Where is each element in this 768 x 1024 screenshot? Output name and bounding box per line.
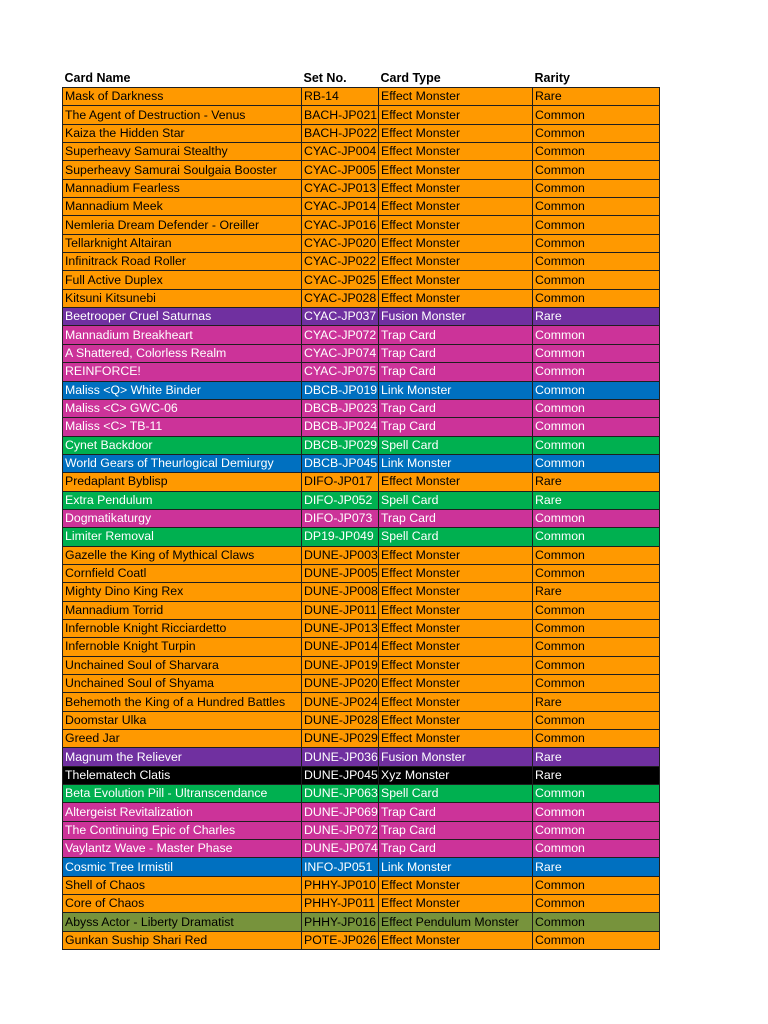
cell-card-name[interactable]: Mannadium Breakheart bbox=[63, 326, 302, 344]
cell-rarity[interactable]: Common bbox=[533, 509, 660, 527]
table-row bbox=[63, 601, 660, 619]
cell-card-type[interactable]: Trap Card bbox=[379, 326, 533, 344]
cell-set-no[interactable]: PHHY-JP010 bbox=[302, 876, 379, 894]
cell-card-type[interactable]: Effect Monster bbox=[379, 216, 533, 234]
cell-rarity[interactable]: Common bbox=[533, 326, 660, 344]
cell-card-type[interactable]: Effect Monster bbox=[379, 601, 533, 619]
cell-set-no[interactable]: DBCB-JP029 bbox=[302, 436, 379, 454]
cell-set-no[interactable]: CYAC-JP074 bbox=[302, 344, 379, 362]
cell-rarity[interactable]: Rare bbox=[533, 858, 660, 876]
table-row bbox=[63, 675, 660, 693]
cell-card-type[interactable]: Effect Monster bbox=[379, 564, 533, 582]
cell-set-no[interactable]: CYAC-JP025 bbox=[302, 271, 379, 289]
table-row bbox=[63, 253, 660, 271]
cell-set-no[interactable]: DUNE-JP063 bbox=[302, 785, 379, 803]
cell-set-no[interactable]: CYAC-JP013 bbox=[302, 179, 379, 197]
cell-rarity[interactable]: Common bbox=[533, 564, 660, 582]
cell-card-name[interactable]: Beta Evolution Pill - Ultranscendance bbox=[63, 785, 302, 803]
table-row bbox=[63, 179, 660, 197]
cell-card-type[interactable]: Link Monster bbox=[379, 454, 533, 472]
cell-set-no[interactable]: DUNE-JP008 bbox=[302, 583, 379, 601]
cell-set-no[interactable]: DUNE-JP003 bbox=[302, 546, 379, 564]
table-row bbox=[63, 161, 660, 179]
cell-set-no[interactable]: BACH-JP021 bbox=[302, 106, 379, 124]
cell-card-name[interactable]: Abyss Actor - Liberty Dramatist bbox=[63, 913, 302, 931]
cell-set-no[interactable]: PHHY-JP016 bbox=[302, 913, 379, 931]
cell-card-type[interactable]: Effect Monster bbox=[379, 161, 533, 179]
cell-card-name[interactable]: Superheavy Samurai Soulgaia Booster bbox=[63, 161, 302, 179]
cell-card-name[interactable]: Greed Jar bbox=[63, 730, 302, 748]
table-row bbox=[63, 399, 660, 417]
table-row bbox=[63, 418, 660, 436]
cell-card-type[interactable]: Effect Monster bbox=[379, 693, 533, 711]
cell-rarity[interactable]: Common bbox=[533, 913, 660, 931]
cell-set-no[interactable]: DUNE-JP011 bbox=[302, 601, 379, 619]
table-row bbox=[63, 803, 660, 821]
cell-rarity[interactable]: Common bbox=[533, 253, 660, 271]
cell-card-type[interactable]: Spell Card bbox=[379, 436, 533, 454]
cell-card-name[interactable]: The Continuing Epic of Charles bbox=[63, 821, 302, 839]
cell-rarity[interactable]: Rare bbox=[533, 583, 660, 601]
cell-rarity[interactable]: Common bbox=[533, 234, 660, 252]
cell-card-type[interactable]: Effect Monster bbox=[379, 730, 533, 748]
cell-rarity[interactable]: Common bbox=[533, 528, 660, 546]
cell-card-type[interactable]: Trap Card bbox=[379, 509, 533, 527]
table-row bbox=[63, 913, 660, 931]
cell-set-no[interactable]: CYAC-JP075 bbox=[302, 363, 379, 381]
table-row bbox=[63, 289, 660, 307]
table-row bbox=[63, 876, 660, 894]
table-row bbox=[63, 88, 660, 106]
table-row bbox=[63, 509, 660, 527]
cell-card-name[interactable]: Full Active Duplex bbox=[63, 271, 302, 289]
cell-card-name[interactable]: World Gears of Theurlogical Demiurgy bbox=[63, 454, 302, 472]
header-card-type[interactable]: Card Type bbox=[380, 71, 441, 85]
table-row bbox=[63, 326, 660, 344]
table-row bbox=[63, 491, 660, 509]
cell-card-name[interactable]: Shell of Chaos bbox=[63, 876, 302, 894]
cell-card-type[interactable]: Effect Monster bbox=[379, 656, 533, 674]
card-table bbox=[62, 69, 660, 950]
cell-rarity[interactable]: Rare bbox=[533, 473, 660, 491]
cell-set-no[interactable]: CYAC-JP016 bbox=[302, 216, 379, 234]
cell-card-type[interactable]: Trap Card bbox=[379, 418, 533, 436]
cell-rarity[interactable]: Common bbox=[533, 436, 660, 454]
cell-rarity[interactable]: Common bbox=[533, 619, 660, 637]
cell-card-type[interactable]: Spell Card bbox=[379, 491, 533, 509]
cell-card-type[interactable]: Effect Monster bbox=[379, 234, 533, 252]
cell-card-type[interactable]: Spell Card bbox=[379, 785, 533, 803]
table-row bbox=[63, 693, 660, 711]
cell-rarity[interactable]: Common bbox=[533, 675, 660, 693]
cell-card-type[interactable]: Effect Monster bbox=[379, 583, 533, 601]
cell-set-no[interactable]: DUNE-JP069 bbox=[302, 803, 379, 821]
header-set-no[interactable]: Set No. bbox=[303, 71, 347, 85]
cell-set-no[interactable]: INFO-JP051 bbox=[302, 858, 379, 876]
cell-rarity[interactable]: Common bbox=[533, 711, 660, 729]
cell-card-type[interactable]: Fusion Monster bbox=[379, 748, 533, 766]
table-row bbox=[63, 895, 660, 913]
cell-card-type[interactable]: Effect Monster bbox=[379, 143, 533, 161]
cell-rarity[interactable]: Common bbox=[533, 656, 660, 674]
cell-card-name[interactable]: Cosmic Tree Irmistil bbox=[63, 858, 302, 876]
cell-card-type[interactable]: Effect Monster bbox=[379, 124, 533, 142]
cell-card-type[interactable]: Trap Card bbox=[379, 821, 533, 839]
cell-set-no[interactable]: CYAC-JP004 bbox=[302, 143, 379, 161]
cell-set-no[interactable]: DP19-JP049 bbox=[302, 528, 379, 546]
cell-set-no[interactable]: DUNE-JP074 bbox=[302, 840, 379, 858]
cell-set-no[interactable]: DBCB-JP019 bbox=[302, 381, 379, 399]
cell-card-type[interactable]: Trap Card bbox=[379, 363, 533, 381]
cell-card-type[interactable]: Trap Card bbox=[379, 399, 533, 417]
header-row bbox=[63, 69, 660, 88]
cell-card-name[interactable]: Kitsuni Kitsunebi bbox=[63, 289, 302, 307]
cell-card-type[interactable]: Effect Monster bbox=[379, 253, 533, 271]
table-row bbox=[63, 198, 660, 216]
cell-set-no[interactable]: DUNE-JP020 bbox=[302, 675, 379, 693]
cell-set-no[interactable]: RB-14 bbox=[302, 88, 379, 106]
cell-set-no[interactable]: DUNE-JP019 bbox=[302, 656, 379, 674]
cell-card-name[interactable]: Mannadium Meek bbox=[63, 198, 302, 216]
cell-card-type[interactable]: Effect Monster bbox=[379, 876, 533, 894]
cell-rarity[interactable]: Common bbox=[533, 271, 660, 289]
cell-card-name[interactable]: Nemleria Dream Defender - Oreiller bbox=[63, 216, 302, 234]
cell-card-name[interactable]: Altergeist Revitalization bbox=[63, 803, 302, 821]
cell-rarity[interactable]: Common bbox=[533, 363, 660, 381]
cell-set-no[interactable]: CYAC-JP028 bbox=[302, 289, 379, 307]
cell-card-name[interactable]: Gunkan Suship Shari Red bbox=[63, 931, 302, 949]
table-row bbox=[63, 656, 660, 674]
cell-rarity[interactable]: Common bbox=[533, 638, 660, 656]
cell-rarity[interactable]: Common bbox=[533, 289, 660, 307]
cell-card-name[interactable]: A Shattered, Colorless Realm bbox=[63, 344, 302, 362]
cell-rarity[interactable]: Common bbox=[533, 730, 660, 748]
cell-set-no[interactable]: DUNE-JP024 bbox=[302, 693, 379, 711]
cell-card-name[interactable]: Unchained Soul of Sharvara bbox=[63, 656, 302, 674]
cell-rarity[interactable]: Common bbox=[533, 821, 660, 839]
cell-set-no[interactable]: DUNE-JP014 bbox=[302, 638, 379, 656]
table-row bbox=[63, 124, 660, 142]
cell-rarity[interactable]: Rare bbox=[533, 88, 660, 106]
table-row bbox=[63, 363, 660, 381]
cell-rarity[interactable]: Common bbox=[533, 546, 660, 564]
cell-card-name[interactable]: Behemoth the King of a Hundred Battles bbox=[63, 693, 302, 711]
cell-card-type[interactable]: Spell Card bbox=[379, 528, 533, 546]
cell-set-no[interactable]: CYAC-JP072 bbox=[302, 326, 379, 344]
table-row bbox=[63, 711, 660, 729]
table-row bbox=[63, 785, 660, 803]
cell-card-name[interactable]: Mask of Darkness bbox=[63, 88, 302, 106]
cell-rarity[interactable]: Common bbox=[533, 840, 660, 858]
cell-card-type[interactable]: Trap Card bbox=[379, 840, 533, 858]
table-row bbox=[63, 840, 660, 858]
table-row bbox=[63, 766, 660, 784]
cell-rarity[interactable]: Common bbox=[533, 895, 660, 913]
cell-set-no[interactable]: DUNE-JP045 bbox=[302, 766, 379, 784]
table-row bbox=[63, 528, 660, 546]
cell-card-name[interactable]: Mannadium Torrid bbox=[63, 601, 302, 619]
cell-rarity[interactable]: Common bbox=[533, 143, 660, 161]
table-row bbox=[63, 308, 660, 326]
cell-card-type[interactable]: Effect Monster bbox=[379, 619, 533, 637]
cell-rarity[interactable]: Common bbox=[533, 601, 660, 619]
cell-rarity[interactable]: Common bbox=[533, 161, 660, 179]
cell-card-type[interactable]: Effect Monster bbox=[379, 895, 533, 913]
cell-card-name[interactable]: Infernoble Knight Ricciardetto bbox=[63, 619, 302, 637]
table-row bbox=[63, 216, 660, 234]
cell-card-name[interactable]: REINFORCE! bbox=[63, 363, 302, 381]
cell-card-type[interactable]: Effect Monster bbox=[379, 711, 533, 729]
cell-card-type[interactable]: Link Monster bbox=[379, 381, 533, 399]
cell-card-name[interactable]: Magnum the Reliever bbox=[63, 748, 302, 766]
table-row bbox=[63, 344, 660, 362]
cell-card-name[interactable]: Mighty Dino King Rex bbox=[63, 583, 302, 601]
cell-set-no[interactable]: PHHY-JP011 bbox=[302, 895, 379, 913]
cell-card-type[interactable]: Trap Card bbox=[379, 803, 533, 821]
cell-card-type[interactable]: Link Monster bbox=[379, 858, 533, 876]
cell-card-type[interactable]: Effect Monster bbox=[379, 638, 533, 656]
table-row bbox=[63, 583, 660, 601]
cell-card-type[interactable]: Effect Monster bbox=[379, 88, 533, 106]
table-row bbox=[63, 748, 660, 766]
table-row bbox=[63, 381, 660, 399]
cell-card-name[interactable]: Beetrooper Cruel Saturnas bbox=[63, 308, 302, 326]
cell-rarity[interactable]: Common bbox=[533, 344, 660, 362]
cell-set-no[interactable]: CYAC-JP005 bbox=[302, 161, 379, 179]
cell-set-no[interactable]: DBCB-JP023 bbox=[302, 399, 379, 417]
cell-set-no[interactable]: DUNE-JP013 bbox=[302, 619, 379, 637]
cell-set-no[interactable]: BACH-JP022 bbox=[302, 124, 379, 142]
cell-set-no[interactable]: DUNE-JP036 bbox=[302, 748, 379, 766]
table-row bbox=[63, 436, 660, 454]
table-row bbox=[63, 619, 660, 637]
table-row bbox=[63, 143, 660, 161]
cell-rarity[interactable]: Common bbox=[533, 803, 660, 821]
cell-rarity[interactable]: Rare bbox=[533, 693, 660, 711]
cell-card-type[interactable]: Effect Monster bbox=[379, 106, 533, 124]
cell-card-name[interactable]: Infernoble Knight Turpin bbox=[63, 638, 302, 656]
cell-card-type[interactable]: Effect Monster bbox=[379, 179, 533, 197]
cell-card-type[interactable]: Effect Monster bbox=[379, 473, 533, 491]
cell-set-no[interactable]: DUNE-JP028 bbox=[302, 711, 379, 729]
cell-set-no[interactable]: DIFO-JP017 bbox=[302, 473, 379, 491]
cell-set-no[interactable]: CYAC-JP022 bbox=[302, 253, 379, 271]
cell-card-name[interactable]: Cynet Backdoor bbox=[63, 436, 302, 454]
header-rarity[interactable]: Rarity bbox=[534, 71, 570, 85]
table-row bbox=[63, 858, 660, 876]
cell-card-name[interactable]: Infinitrack Road Roller bbox=[63, 253, 302, 271]
cell-set-no[interactable]: DUNE-JP005 bbox=[302, 564, 379, 582]
table-body bbox=[63, 88, 660, 950]
cell-rarity[interactable]: Common bbox=[533, 454, 660, 472]
cell-set-no[interactable]: CYAC-JP037 bbox=[302, 308, 379, 326]
cell-rarity[interactable]: Common bbox=[533, 381, 660, 399]
table-row bbox=[63, 271, 660, 289]
header-card-name[interactable]: Card Name bbox=[64, 71, 131, 85]
cell-card-type[interactable]: Trap Card bbox=[379, 344, 533, 362]
cell-card-name[interactable]: Extra Pendulum bbox=[63, 491, 302, 509]
cell-card-name[interactable]: Cornfield Coatl bbox=[63, 564, 302, 582]
cell-card-type[interactable]: Effect Monster bbox=[379, 546, 533, 564]
cell-rarity[interactable]: Common bbox=[533, 931, 660, 949]
cell-card-name[interactable]: Doomstar Ulka bbox=[63, 711, 302, 729]
cell-rarity[interactable]: Common bbox=[533, 418, 660, 436]
cell-set-no[interactable]: DBCB-JP024 bbox=[302, 418, 379, 436]
cell-card-name[interactable]: Vaylantz Wave - Master Phase bbox=[63, 840, 302, 858]
cell-rarity[interactable]: Common bbox=[533, 785, 660, 803]
cell-card-name[interactable]: Unchained Soul of Shyama bbox=[63, 675, 302, 693]
table-row bbox=[63, 473, 660, 491]
cell-rarity[interactable]: Common bbox=[533, 216, 660, 234]
cell-set-no[interactable]: CYAC-JP014 bbox=[302, 198, 379, 216]
cell-card-name[interactable]: Kaiza the Hidden Star bbox=[63, 124, 302, 142]
table-row bbox=[63, 454, 660, 472]
cell-card-name[interactable]: Core of Chaos bbox=[63, 895, 302, 913]
cell-card-type[interactable]: Effect Monster bbox=[379, 675, 533, 693]
cell-card-type[interactable]: Fusion Monster bbox=[379, 308, 533, 326]
cell-rarity[interactable]: Rare bbox=[533, 766, 660, 784]
cell-card-name[interactable]: Tellarknight Altairan bbox=[63, 234, 302, 252]
cell-rarity[interactable]: Rare bbox=[533, 308, 660, 326]
cell-card-name[interactable]: Superheavy Samurai Stealthy bbox=[63, 143, 302, 161]
cell-card-name[interactable]: Thelematech Clatis bbox=[63, 766, 302, 784]
cell-set-no[interactable]: DIFO-JP052 bbox=[302, 491, 379, 509]
cell-rarity[interactable]: Rare bbox=[533, 491, 660, 509]
table-row bbox=[63, 564, 660, 582]
cell-set-no[interactable]: DIFO-JP073 bbox=[302, 509, 379, 527]
spreadsheet bbox=[62, 69, 660, 950]
cell-set-no[interactable]: DUNE-JP029 bbox=[302, 730, 379, 748]
table-row bbox=[63, 931, 660, 949]
cell-card-name[interactable]: Limiter Removal bbox=[63, 528, 302, 546]
cell-set-no[interactable]: POTE-JP026 bbox=[302, 931, 379, 949]
cell-card-name[interactable]: The Agent of Destruction - Venus bbox=[63, 106, 302, 124]
cell-card-type[interactable]: Effect Monster bbox=[379, 289, 533, 307]
table-row bbox=[63, 730, 660, 748]
cell-card-name[interactable]: Maliss <C> GWC-06 bbox=[63, 399, 302, 417]
cell-card-name[interactable]: Maliss <Q> White Binder bbox=[63, 381, 302, 399]
cell-card-name[interactable]: Mannadium Fearless bbox=[63, 179, 302, 197]
cell-card-type[interactable]: Xyz Monster bbox=[379, 766, 533, 784]
cell-rarity[interactable]: Rare bbox=[533, 748, 660, 766]
cell-rarity[interactable]: Common bbox=[533, 198, 660, 216]
cell-card-type[interactable]: Effect Pendulum Monster bbox=[379, 913, 533, 931]
cell-card-name[interactable]: Gazelle the King of Mythical Claws bbox=[63, 546, 302, 564]
cell-card-type[interactable]: Effect Monster bbox=[379, 198, 533, 216]
table-row bbox=[63, 821, 660, 839]
cell-card-type[interactable]: Effect Monster bbox=[379, 271, 533, 289]
cell-card-type[interactable]: Effect Monster bbox=[379, 931, 533, 949]
cell-set-no[interactable]: CYAC-JP020 bbox=[302, 234, 379, 252]
table-row bbox=[63, 106, 660, 124]
table-row bbox=[63, 234, 660, 252]
cell-rarity[interactable]: Common bbox=[533, 179, 660, 197]
cell-card-name[interactable]: Dogmatikaturgy bbox=[63, 509, 302, 527]
cell-set-no[interactable]: DUNE-JP072 bbox=[302, 821, 379, 839]
cell-set-no[interactable]: DBCB-JP045 bbox=[302, 454, 379, 472]
cell-card-name[interactable]: Maliss <C> TB-11 bbox=[63, 418, 302, 436]
table-row bbox=[63, 546, 660, 564]
cell-rarity[interactable]: Common bbox=[533, 124, 660, 142]
table-row bbox=[63, 638, 660, 656]
cell-rarity[interactable]: Common bbox=[533, 876, 660, 894]
cell-rarity[interactable]: Common bbox=[533, 399, 660, 417]
cell-rarity[interactable]: Common bbox=[533, 106, 660, 124]
cell-card-name[interactable]: Predaplant Byblisp bbox=[63, 473, 302, 491]
